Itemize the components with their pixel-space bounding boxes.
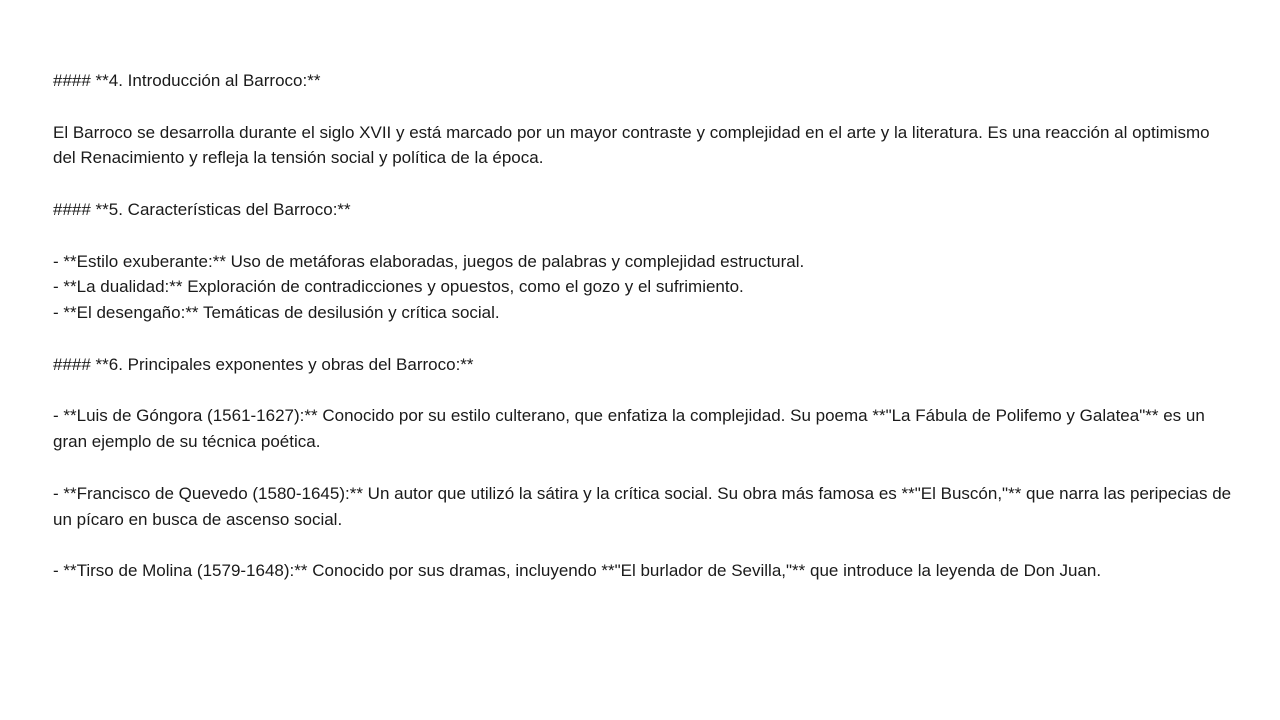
spacer	[53, 223, 1240, 249]
section-4-heading: #### **4. Introducción al Barroco:**	[53, 71, 321, 90]
section-6-item-tirso: - **Tirso de Molina (1579-1648):** Conocido por sus dramas, incluyendo **"El burlador de Sevilla,"** que introduce la leyenda de Don Juan.	[53, 561, 1102, 581]
spacer	[53, 94, 1240, 120]
section-6-item-quevedo: - **Francisco de Quevedo (1580-1645):** Un autor que utilizó la sátira y la crítica social. Su obra más famosa es **"El Buscón,"** que narra las peripecias de un pícaro en busca de ascenso social.	[53, 483, 1232, 529]
spacer	[53, 171, 1240, 197]
spacer	[53, 532, 1240, 558]
spacer	[53, 326, 1240, 352]
spacer	[53, 378, 1240, 404]
section-6-heading: #### **6. Principales exponentes y obras del Barroco:**	[53, 354, 474, 374]
spacer	[53, 455, 1240, 481]
section-5-heading: #### **5. Características del Barroco:**	[53, 199, 351, 219]
section-5-item-estilo: - **Estilo exuberante:** Uso de metáforas elaboradas, juegos de palabras y complejidad estructural.	[53, 251, 805, 271]
section-5-item-desengano: - **El desengaño:** Temáticas de desilusión y crítica social.	[53, 303, 500, 323]
section-5-item-dualidad: - **La dualidad:** Exploración de contradicciones y opuestos, como el gozo y el sufrimiento.	[53, 277, 744, 297]
section-4-paragraph: El Barroco se desarrolla durante el siglo XVII y está marcado por un mayor contraste y complejidad en el arte y la literatura. Es una reacción al optimismo del Renacimiento y refleja la tensión social y política de la época.	[53, 122, 1210, 168]
section-6-item-gongora: - **Luis de Góngora (1561-1627):** Conocido por su estilo culterano, que enfatiza la complejidad. Su poema **"La Fábula de Polifemo y Galatea"** es un gran ejemplo de su técnica poética.	[53, 406, 1205, 452]
